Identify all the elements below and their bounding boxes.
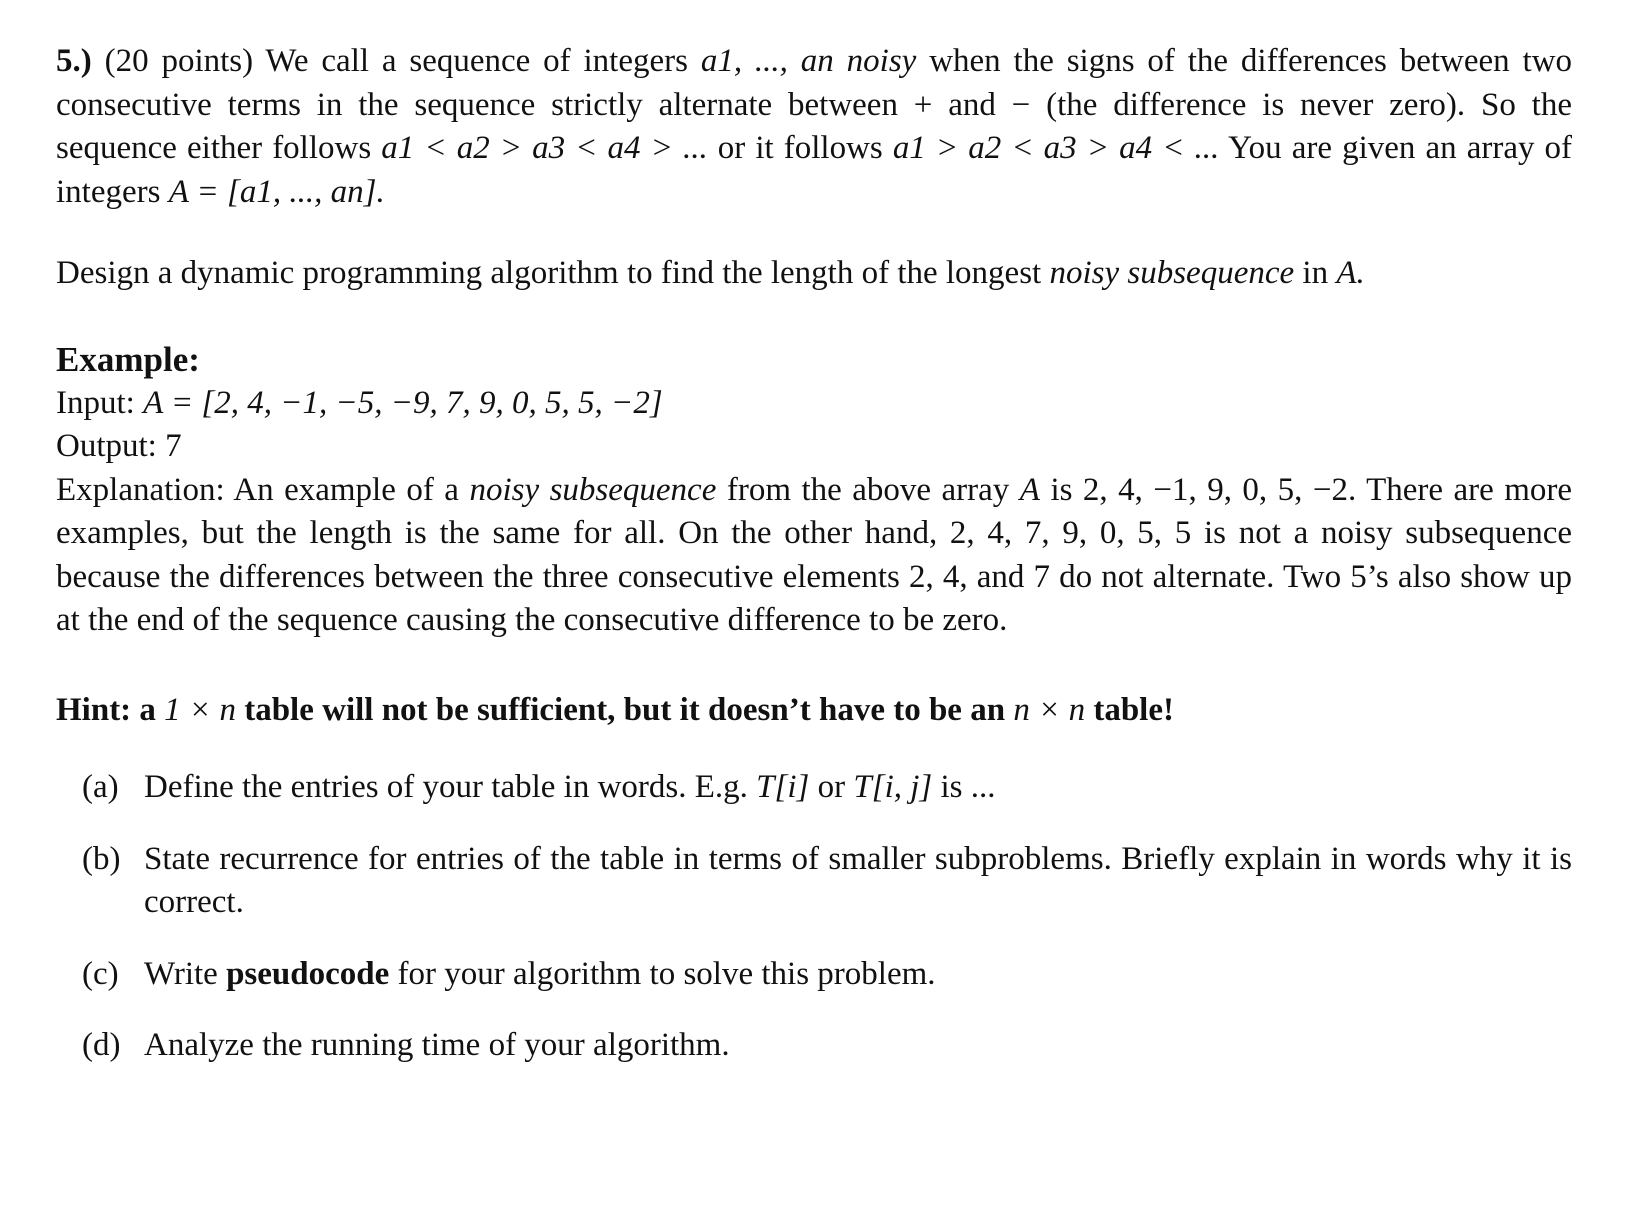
part-a-math-1: T[i] xyxy=(756,769,810,805)
part-text xyxy=(144,766,1572,810)
intro-text-2: when the signs of the differences between two consecutive terms in the sequence strictly alternate between + and − (the difference is never zero). So the sequence either follows xyxy=(56,43,1573,166)
hint-text-1: Hint: a xyxy=(56,691,156,728)
example-output xyxy=(56,425,1572,469)
part-a-text-3: is ... xyxy=(940,769,996,805)
hint-math-2: n × n xyxy=(1013,691,1086,728)
part-label: (a) xyxy=(82,769,119,805)
intro-text-1: We call a sequence of integers xyxy=(265,43,688,79)
sequence-vars: a1, ..., an xyxy=(700,43,834,79)
part-c-bold: pseudocode xyxy=(226,955,390,992)
part-b xyxy=(82,838,1572,925)
or-follows-text: or it follows xyxy=(717,130,883,166)
part-text: State recurrence for entries of the table in terms of smaller subproblems. Briefly explain in words why it is correct. xyxy=(144,840,1572,920)
explanation-text-3: is 2, 4, −1, 9, 0, 5, −2. There are more examples, but the length is the same for all. On the other hand, 2, 4, 7, 9, 0, 5, 5 is not a noisy subsequence because the differences between the three consecutive elements 2, 4, and 7 do not alternate. Two 5’s also show up at the end of the sequence causing the consecutive difference to be zero. xyxy=(56,471,1573,638)
task-statement xyxy=(56,252,1572,296)
pattern-two: a1 > a2 < a3 > a4 < ... xyxy=(892,130,1220,166)
problem-statement xyxy=(56,40,1572,214)
explanation-text-1: An example of a xyxy=(233,471,459,508)
input-value: A = [2, 4, −1, −5, −9, 7, 9, 0, 5, 5, −2] xyxy=(143,384,663,421)
task-emphasis: noisy subsequence xyxy=(1049,255,1295,291)
part-a-text-2: or xyxy=(817,769,846,805)
task-var: A. xyxy=(1336,255,1365,291)
part-c-text-1: Write xyxy=(144,955,218,992)
noisy-term: noisy xyxy=(846,43,917,79)
input-label: Input: xyxy=(56,384,135,421)
part-c xyxy=(82,953,1572,997)
part-text: Analyze the running time of your algorithm. xyxy=(144,1027,730,1063)
example-title: Example: xyxy=(56,339,200,379)
task-text-2: in xyxy=(1302,255,1329,291)
part-a xyxy=(82,766,1572,810)
example-explanation xyxy=(56,469,1572,643)
task-text-1: Design a dynamic programming algorithm to find the length of the longest xyxy=(56,255,1042,291)
array-definition: A = [a1, ..., an]. xyxy=(168,173,385,210)
part-a-text-1: Define the entries of your table in words. E.g. xyxy=(144,769,748,805)
explanation-label: Explanation: xyxy=(56,471,225,508)
problem-points: (20 points) xyxy=(104,43,254,79)
hint-math-1: 1 × n xyxy=(164,691,236,728)
output-label: Output: xyxy=(56,428,157,464)
problem-document xyxy=(56,40,1572,1096)
explanation-var: A xyxy=(1019,471,1040,508)
part-a-math-2: T[i, j] xyxy=(853,769,933,805)
example-section xyxy=(56,338,1572,643)
example-input xyxy=(56,382,1572,426)
explanation-text-2: from the above array xyxy=(726,471,1010,508)
hint-text-2: table will not be sufficient, but it doesn’t have to be an xyxy=(244,691,1006,728)
part-label: (d) xyxy=(82,1027,121,1063)
part-text xyxy=(144,953,1572,997)
part-label: (b) xyxy=(82,840,121,877)
part-c-text-2: for your algorithm to solve this problem. xyxy=(397,955,936,992)
hint xyxy=(56,689,1572,733)
pattern-one: a1 < a2 > a3 < a4 > ... xyxy=(381,130,708,166)
output-value: 7 xyxy=(165,428,182,464)
part-d xyxy=(82,1024,1572,1068)
explanation-emphasis: noisy subsequence xyxy=(469,471,717,508)
given-text: You are given an array of integers xyxy=(56,130,1573,210)
problem-number: 5.) xyxy=(56,43,92,79)
hint-text-3: table! xyxy=(1093,691,1174,728)
parts-list xyxy=(56,766,1572,1068)
part-label: (c) xyxy=(82,955,119,992)
